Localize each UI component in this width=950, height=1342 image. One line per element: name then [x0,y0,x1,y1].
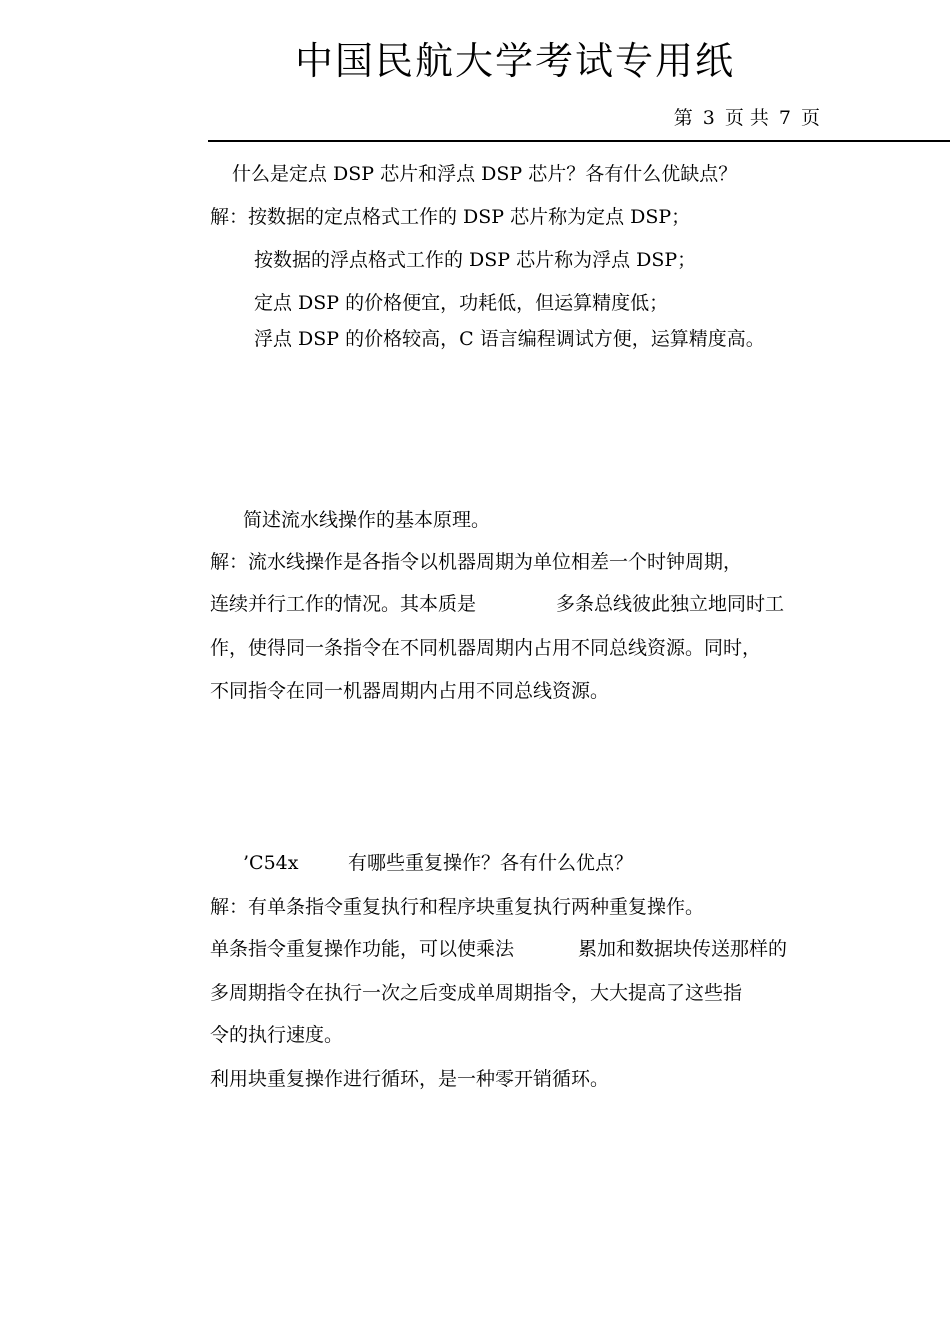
answer-1-line-4: 浮点 DSP 的价格较高，C 语言编程调试方便，运算精度高。 [254,328,765,350]
answer-3-line-2-part-2: 累加和数据块传送那样的 [578,938,788,960]
page-title: 中国民航大学考试专用纸 [294,39,735,83]
question-3-prefix: ’C54x [243,852,299,874]
answer-3-line-3: 多周期指令在执行一次之后变成单周期指令，大大提高了这些指 [210,982,743,1004]
page-number-total: 7 [778,107,791,129]
answer-2-line-3: 作，使得同一条指令在不同机器周期内占用不同总线资源。同时， [210,637,762,659]
answer-1-line-3: 定点 DSP 的价格便宜，功耗低，但运算精度低； [254,292,669,314]
page-number-middle: 页 共 [724,107,769,129]
answer-2-line-2-part-1: 连续并行工作的情况。其本质是 [210,593,477,615]
answer-2-line-4: 不同指令在同一机器周期内占用不同总线资源。 [210,680,610,702]
page-number-prefix: 第 [673,107,693,129]
answer-2-line-2-part-2: 多条总线彼此独立地同时工 [556,593,785,615]
answer-3-line-4: 令的执行速度。 [210,1024,344,1046]
answer-1-line-1: 解：按数据的定点格式工作的 DSP 芯片称为定点 DSP； [210,206,691,228]
page-number [640,104,820,132]
answer-3-line-1: 解：有单条指令重复执行和程序块重复执行两种重复操作。 [210,896,705,918]
header-divider [208,140,950,142]
answer-2-line-2 [210,590,476,618]
page-number-suffix: 页 [800,107,820,129]
question-1-text: 什么是定点 DSP 芯片和浮点 DSP 芯片？各有什么优缺点？ [232,163,738,185]
answer-3-line-2-part-1: 单条指令重复操作功能，可以使乘法 [210,938,515,960]
answer-1-line-2: 按数据的浮点格式工作的 DSP 芯片称为浮点 DSP； [254,249,697,271]
page-number-current: 3 [702,107,715,129]
answer-3-line-5: 利用块重复操作进行循环，是一种零开销循环。 [210,1068,610,1090]
question-3-text: 有哪些重复操作？各有什么优点？ [348,852,634,874]
answer-2-line-1: 解：流水线操作是各指令以机器周期为单位相差一个时钟周期， [210,551,743,573]
question-2-text: 简述流水线操作的基本原理。 [243,509,491,531]
